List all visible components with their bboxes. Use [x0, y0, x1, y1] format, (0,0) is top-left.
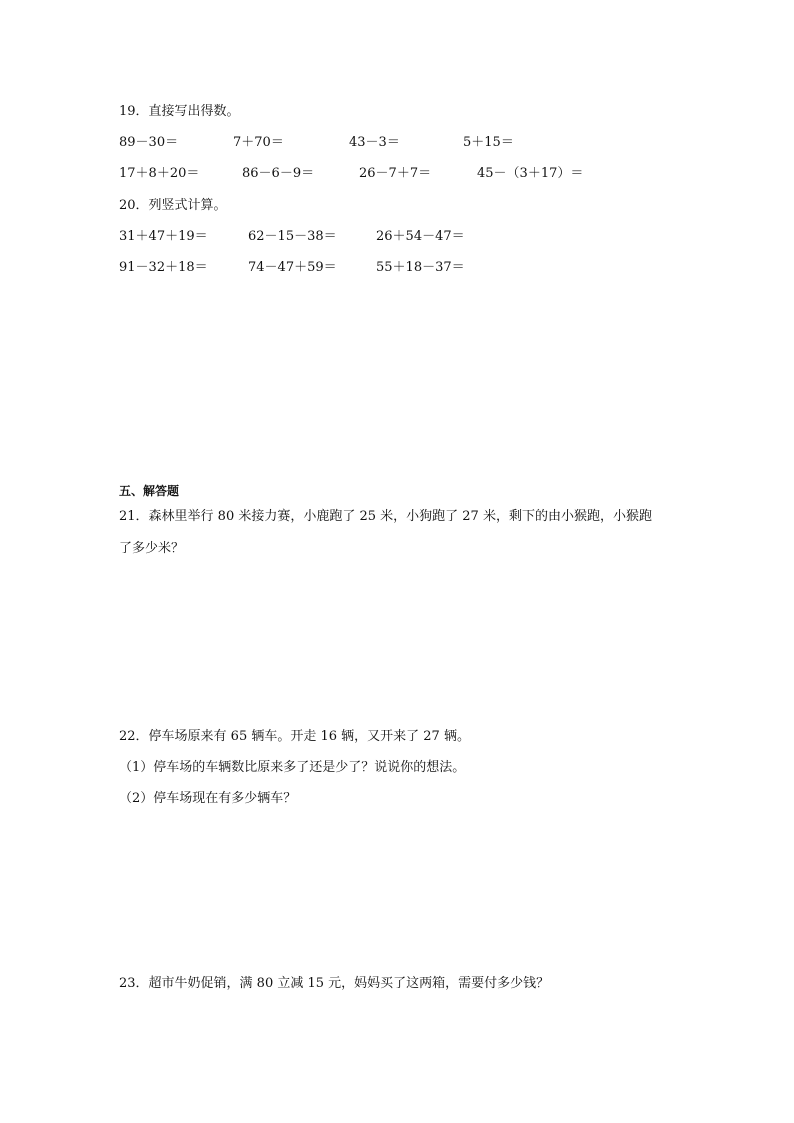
- q19-item: 17＋8＋20＝: [119, 166, 200, 181]
- q19-item: 26－7＋7＝: [359, 166, 432, 181]
- q22-title: 22．停车场原来有 65 辆车。开走 16 辆，又开来了 27 辆。: [119, 729, 470, 744]
- q19-item: 7＋70＝: [233, 135, 284, 150]
- q22-sub-question-1: （1）停车场的车辆数比原来多了还是少了？说说你的想法。: [119, 760, 466, 775]
- q23-title: 23．超市牛奶促销，满 80 立减 15 元，妈妈买了这两箱，需要付多少钱？: [119, 976, 550, 991]
- q19-item: 89－30＝: [119, 135, 179, 150]
- q20-item: 74－47＋59＝: [248, 260, 337, 275]
- q21-text-line-2: 了多少米？: [119, 541, 185, 556]
- q20-item: 55＋18－37＝: [376, 260, 465, 275]
- q22-sub-question-2: （2）停车场现在有多少辆车？: [119, 791, 297, 806]
- q20-item: 62－15－38＝: [248, 229, 337, 244]
- q20-item: 31＋47＋19＝: [119, 229, 208, 244]
- q19-title: 19．直接写出得数。: [119, 104, 240, 119]
- q19-item: 43－3＝: [349, 135, 400, 150]
- q21-text-line-1: 21．森林里举行 80 米接力赛，小鹿跑了 25 米，小狗跑了 27 米，剩下的由小猴跑，小猴跑: [119, 509, 652, 524]
- q19-item: 86－6－9＝: [242, 166, 315, 181]
- q19-item: 45－（3＋17）＝: [477, 166, 584, 181]
- section-heading: 五、解答题: [119, 484, 180, 498]
- q19-item: 5＋15＝: [463, 135, 514, 150]
- q20-item: 91－32＋18＝: [119, 260, 208, 275]
- q20-title: 20．列竖式计算。: [119, 198, 227, 213]
- q20-item: 26＋54－47＝: [376, 229, 465, 244]
